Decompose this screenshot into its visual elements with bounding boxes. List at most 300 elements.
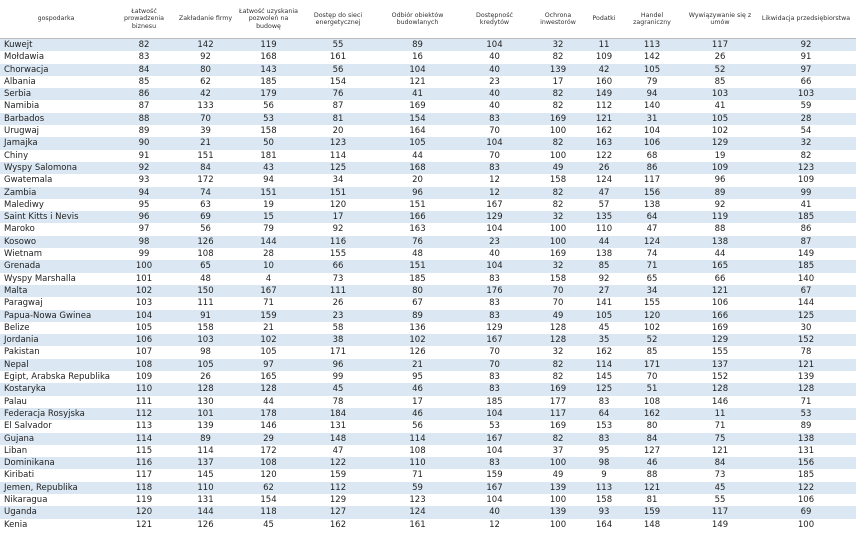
table-row bbox=[0, 383, 856, 395]
rank-cell: 92 bbox=[800, 40, 812, 50]
rank-cell: 73 bbox=[714, 470, 726, 481]
rank-cell: 78 bbox=[332, 396, 344, 407]
rank-cell: 171 bbox=[329, 347, 347, 358]
rank-cell: 106 bbox=[135, 335, 153, 346]
rank-cell: 71 bbox=[800, 396, 812, 407]
rank-cell: 86 bbox=[138, 89, 150, 100]
table-row bbox=[0, 39, 856, 52]
rank-cell: 139 bbox=[797, 372, 815, 383]
rank-cell: 113 bbox=[643, 40, 661, 50]
rank-cell: 159 bbox=[260, 310, 277, 321]
rank-cell: 26 bbox=[714, 52, 726, 63]
rank-cell: 161 bbox=[409, 519, 426, 530]
country-name-cell: Kuwejt bbox=[4, 40, 33, 50]
rank-cell: 12 bbox=[489, 519, 500, 530]
country-name-cell: Kenia bbox=[4, 519, 28, 530]
rank-cell: 112 bbox=[329, 482, 347, 493]
rank-cell: 91 bbox=[200, 310, 211, 321]
country-name-cell: Chorwacja bbox=[4, 64, 49, 75]
rank-cell: 108 bbox=[260, 458, 277, 469]
rank-cell: 185 bbox=[797, 261, 815, 272]
rank-cell: 93 bbox=[138, 175, 150, 186]
rank-cell: 40 bbox=[489, 507, 500, 518]
table-row bbox=[0, 482, 856, 494]
rank-cell: 21 bbox=[200, 138, 211, 149]
rank-cell: 17 bbox=[412, 396, 423, 407]
country-name-cell: Albania bbox=[4, 76, 36, 87]
rank-cell: 168 bbox=[409, 162, 426, 173]
rank-cell: 21 bbox=[263, 322, 274, 333]
rank-cell: 23 bbox=[489, 76, 500, 87]
rank-cell: 89 bbox=[200, 433, 211, 444]
rank-cell: 158 bbox=[595, 494, 613, 505]
rank-cell: 66 bbox=[332, 261, 344, 272]
rank-cell: 70 bbox=[552, 285, 564, 296]
rank-cell: 89 bbox=[412, 40, 423, 50]
rank-cell: 74 bbox=[200, 187, 211, 198]
rank-cell: 104 bbox=[643, 126, 661, 137]
rank-cell: 104 bbox=[486, 138, 503, 149]
rank-cell: 66 bbox=[800, 76, 812, 87]
rank-cell: 151 bbox=[329, 187, 347, 198]
rank-cell: 178 bbox=[260, 408, 277, 419]
column-header: Łatwość prowadzenia biznesu bbox=[112, 0, 176, 39]
rank-cell: 114 bbox=[135, 433, 153, 444]
country-name-cell: Wietnam bbox=[4, 249, 43, 260]
rank-cell: 139 bbox=[549, 64, 567, 75]
column-header: Likwidacja przedsiębiorstwa bbox=[756, 0, 856, 39]
rank-cell: 32 bbox=[552, 261, 564, 272]
rank-cell: 84 bbox=[714, 458, 726, 469]
rank-cell: 117 bbox=[549, 408, 567, 419]
rank-cell: 118 bbox=[260, 507, 277, 518]
rank-cell: 161 bbox=[329, 52, 347, 63]
rank-cell: 119 bbox=[135, 494, 153, 505]
rank-cell: 102 bbox=[135, 285, 153, 296]
rank-cell: 86 bbox=[800, 224, 812, 235]
rank-cell: 185 bbox=[260, 76, 277, 87]
rank-cell: 51 bbox=[646, 384, 658, 395]
rank-cell: 159 bbox=[486, 470, 503, 481]
table-row bbox=[0, 150, 856, 162]
rank-cell: 16 bbox=[412, 52, 423, 63]
rank-cell: 97 bbox=[138, 224, 150, 235]
rank-cell: 17 bbox=[552, 76, 564, 87]
column-header: Odbiór obiektów budowlanych bbox=[374, 0, 461, 39]
rank-cell: 97 bbox=[263, 359, 274, 370]
country-name-cell: Chiny bbox=[4, 150, 29, 161]
rank-cell: 89 bbox=[800, 421, 812, 432]
rank-cell: 130 bbox=[197, 396, 214, 407]
rank-cell: 26 bbox=[598, 162, 610, 173]
rank-cell: 145 bbox=[595, 372, 613, 383]
rank-cell: 83 bbox=[489, 310, 500, 321]
rank-cell: 166 bbox=[711, 310, 729, 321]
rank-cell: 40 bbox=[489, 249, 500, 260]
rank-cell: 80 bbox=[412, 285, 423, 296]
rank-cell: 185 bbox=[797, 212, 815, 223]
rank-cell: 83 bbox=[598, 396, 610, 407]
rank-cell: 110 bbox=[595, 224, 613, 235]
rank-cell: 90 bbox=[138, 138, 150, 149]
rank-cell: 158 bbox=[260, 126, 277, 137]
rank-cell: 82 bbox=[552, 359, 564, 370]
table-row bbox=[0, 519, 856, 531]
rank-cell: 100 bbox=[549, 458, 567, 469]
rank-cell: 104 bbox=[486, 494, 503, 505]
rank-cell: 83 bbox=[489, 372, 500, 383]
rank-cell: 92 bbox=[138, 162, 150, 173]
rank-cell: 102 bbox=[409, 335, 426, 346]
country-name-cell: Wyspy Salomona bbox=[4, 162, 78, 173]
rank-cell: 126 bbox=[409, 347, 426, 358]
rank-cell: 63 bbox=[200, 199, 211, 210]
rank-cell: 10 bbox=[263, 261, 274, 272]
rank-cell: 96 bbox=[714, 175, 726, 186]
rank-cell: 121 bbox=[135, 519, 153, 530]
rank-cell: 31 bbox=[646, 113, 658, 124]
rank-cell: 116 bbox=[329, 236, 347, 247]
rank-cell: 100 bbox=[549, 150, 567, 161]
rank-cell: 162 bbox=[643, 408, 661, 419]
rank-cell: 88 bbox=[714, 224, 726, 235]
table-row bbox=[0, 137, 856, 149]
rank-cell: 114 bbox=[197, 445, 214, 456]
rank-cell: 45 bbox=[714, 482, 726, 493]
rank-cell: 78 bbox=[800, 347, 812, 358]
rank-cell: 128 bbox=[797, 384, 815, 395]
rank-cell: 53 bbox=[489, 421, 500, 432]
rank-cell: 181 bbox=[260, 150, 277, 161]
rank-cell: 84 bbox=[646, 433, 658, 444]
rank-cell: 101 bbox=[197, 408, 214, 419]
rank-cell: 149 bbox=[595, 89, 613, 100]
rank-cell: 150 bbox=[197, 285, 214, 296]
rank-cell: 56 bbox=[412, 421, 423, 432]
rank-cell: 83 bbox=[489, 162, 500, 173]
rank-cell: 165 bbox=[260, 372, 277, 383]
rank-cell: 55 bbox=[332, 40, 344, 50]
rank-cell: 166 bbox=[409, 212, 426, 223]
rank-cell: 80 bbox=[646, 421, 658, 432]
rank-cell: 70 bbox=[646, 372, 658, 383]
column-header: Ochrona inwestorów bbox=[528, 0, 588, 39]
rank-cell: 82 bbox=[552, 433, 564, 444]
rank-cell: 83 bbox=[489, 458, 500, 469]
rank-cell: 117 bbox=[135, 470, 153, 481]
country-name-cell: Uganda bbox=[4, 507, 37, 518]
rank-cell: 102 bbox=[643, 322, 661, 333]
rank-cell: 79 bbox=[646, 76, 658, 87]
rank-cell: 75 bbox=[714, 433, 726, 444]
rank-cell: 155 bbox=[711, 347, 729, 358]
rank-cell: 82 bbox=[552, 187, 564, 198]
table-row bbox=[0, 408, 856, 420]
rank-cell: 4 bbox=[265, 273, 272, 284]
rank-cell: 98 bbox=[138, 236, 150, 247]
rank-cell: 83 bbox=[489, 273, 500, 284]
rank-cell: 42 bbox=[200, 89, 211, 100]
table-row bbox=[0, 506, 856, 518]
rank-cell: 85 bbox=[646, 347, 658, 358]
rank-cell: 108 bbox=[409, 445, 426, 456]
rank-cell: 100 bbox=[135, 261, 153, 272]
rank-cell: 27 bbox=[598, 285, 610, 296]
rank-cell: 32 bbox=[800, 138, 812, 149]
country-name-cell: Malta bbox=[4, 285, 28, 296]
table-row bbox=[0, 457, 856, 469]
rank-cell: 169 bbox=[549, 113, 567, 124]
rank-cell: 120 bbox=[643, 310, 661, 321]
rank-cell: 94 bbox=[138, 187, 150, 198]
country-name-cell: Namibia bbox=[4, 101, 40, 112]
rank-cell: 106 bbox=[643, 138, 661, 149]
rank-cell: 70 bbox=[489, 150, 500, 161]
rank-cell: 129 bbox=[486, 322, 503, 333]
rank-cell: 84 bbox=[138, 64, 150, 75]
rank-cell: 64 bbox=[598, 408, 610, 419]
table-row bbox=[0, 322, 856, 334]
rank-cell: 158 bbox=[549, 175, 567, 186]
rank-cell: 108 bbox=[197, 249, 214, 260]
rank-cell: 82 bbox=[138, 40, 150, 50]
rank-cell: 47 bbox=[332, 445, 344, 456]
rank-cell: 179 bbox=[260, 89, 277, 100]
rank-cell: 167 bbox=[486, 482, 503, 493]
rank-cell: 83 bbox=[598, 433, 610, 444]
table-row bbox=[0, 346, 856, 358]
country-name-cell: Jordania bbox=[4, 335, 39, 346]
rank-cell: 123 bbox=[797, 162, 815, 173]
table-row bbox=[0, 273, 856, 285]
rank-cell: 105 bbox=[260, 347, 277, 358]
rank-cell: 106 bbox=[711, 298, 729, 309]
table-row bbox=[0, 64, 856, 76]
rank-cell: 117 bbox=[711, 507, 729, 518]
table-row bbox=[0, 76, 856, 88]
table-row bbox=[0, 223, 856, 235]
rank-cell: 11 bbox=[598, 40, 610, 50]
rank-cell: 32 bbox=[552, 347, 564, 358]
rank-cell: 162 bbox=[329, 519, 347, 530]
rank-cell: 26 bbox=[200, 372, 211, 383]
rank-cell: 140 bbox=[643, 101, 661, 112]
rank-cell: 154 bbox=[409, 113, 426, 124]
rank-cell: 34 bbox=[332, 175, 344, 186]
rank-cell: 85 bbox=[138, 76, 150, 87]
rank-cell: 104 bbox=[135, 310, 153, 321]
header-row bbox=[0, 0, 856, 39]
rank-cell: 84 bbox=[200, 162, 211, 173]
rank-cell: 109 bbox=[135, 372, 153, 383]
rank-cell: 65 bbox=[646, 273, 658, 284]
table-row bbox=[0, 162, 856, 174]
rank-cell: 113 bbox=[135, 421, 153, 432]
rank-cell: 109 bbox=[797, 175, 815, 186]
rank-cell: 45 bbox=[332, 384, 344, 395]
rank-cell: 111 bbox=[135, 396, 153, 407]
rank-cell: 99 bbox=[800, 187, 812, 198]
rank-cell: 149 bbox=[711, 519, 729, 530]
rank-cell: 65 bbox=[200, 261, 211, 272]
table-row bbox=[0, 433, 856, 445]
rank-cell: 87 bbox=[332, 101, 344, 112]
rank-cell: 119 bbox=[711, 212, 729, 223]
rank-cell: 103 bbox=[135, 298, 153, 309]
rank-cell: 98 bbox=[598, 458, 610, 469]
rank-cell: 83 bbox=[489, 298, 500, 309]
rank-cell: 54 bbox=[800, 126, 812, 137]
table-row bbox=[0, 211, 856, 223]
country-name-cell: Palau bbox=[4, 396, 27, 407]
rank-cell: 124 bbox=[643, 236, 661, 247]
table-row bbox=[0, 469, 856, 481]
rank-cell: 129 bbox=[486, 212, 503, 223]
column-header: Dostępność kredytów bbox=[461, 0, 528, 39]
rank-cell: 86 bbox=[646, 162, 658, 173]
country-name-cell: Liban bbox=[4, 445, 28, 456]
rank-cell: 9 bbox=[601, 470, 607, 481]
rank-cell: 114 bbox=[595, 359, 613, 370]
rank-cell: 44 bbox=[598, 236, 610, 247]
rank-cell: 96 bbox=[138, 212, 150, 223]
rank-cell: 167 bbox=[260, 285, 277, 296]
rank-cell: 138 bbox=[643, 199, 661, 210]
rank-cell: 129 bbox=[711, 138, 729, 149]
rank-cell: 57 bbox=[598, 199, 610, 210]
table-row bbox=[0, 125, 856, 137]
rank-cell: 128 bbox=[711, 384, 729, 395]
country-name-cell: Pakistan bbox=[4, 347, 40, 358]
rank-cell: 82 bbox=[552, 199, 564, 210]
rank-cell: 104 bbox=[486, 224, 503, 235]
country-name-cell: Zambia bbox=[4, 187, 37, 198]
rank-cell: 94 bbox=[263, 175, 274, 186]
rank-cell: 76 bbox=[332, 89, 344, 100]
rank-cell: 89 bbox=[714, 187, 726, 198]
rank-cell: 67 bbox=[412, 298, 423, 309]
rank-cell: 169 bbox=[409, 101, 426, 112]
rank-cell: 91 bbox=[800, 52, 812, 63]
rank-cell: 40 bbox=[489, 101, 500, 112]
rank-cell: 131 bbox=[197, 494, 214, 505]
country-name-cell: Serbia bbox=[4, 89, 32, 100]
rank-cell: 167 bbox=[486, 199, 503, 210]
rank-cell: 123 bbox=[409, 494, 426, 505]
rank-cell: 41 bbox=[412, 89, 423, 100]
rank-cell: 64 bbox=[646, 212, 658, 223]
rank-cell: 108 bbox=[643, 396, 661, 407]
rank-cell: 121 bbox=[595, 113, 613, 124]
rank-cell: 125 bbox=[595, 384, 613, 395]
rank-cell: 145 bbox=[197, 470, 214, 481]
rank-cell: 87 bbox=[800, 236, 812, 247]
rank-cell: 110 bbox=[135, 384, 153, 395]
rank-cell: 153 bbox=[595, 421, 613, 432]
country-name-cell: Barbados bbox=[4, 113, 45, 124]
rank-cell: 82 bbox=[552, 138, 564, 149]
rank-cell: 184 bbox=[329, 408, 347, 419]
rank-cell: 131 bbox=[329, 421, 347, 432]
table-row bbox=[0, 310, 856, 322]
rank-cell: 139 bbox=[197, 421, 214, 432]
rank-cell: 100 bbox=[549, 519, 567, 530]
rank-cell: 104 bbox=[486, 261, 503, 272]
rank-cell: 40 bbox=[489, 64, 500, 75]
rank-cell: 50 bbox=[263, 138, 274, 149]
rank-cell: 128 bbox=[549, 335, 567, 346]
rank-cell: 59 bbox=[800, 101, 812, 112]
rank-cell: 79 bbox=[263, 224, 274, 235]
rank-cell: 76 bbox=[412, 236, 423, 247]
table-row bbox=[0, 88, 856, 100]
country-name-cell: Gwatemala bbox=[4, 175, 53, 186]
rank-cell: 100 bbox=[549, 494, 567, 505]
rank-cell: 95 bbox=[138, 199, 150, 210]
rank-cell: 103 bbox=[797, 89, 815, 100]
rank-cell: 131 bbox=[797, 445, 815, 456]
rank-cell: 23 bbox=[489, 236, 500, 247]
rank-cell: 56 bbox=[200, 224, 211, 235]
rank-cell: 133 bbox=[197, 101, 214, 112]
rank-cell: 106 bbox=[797, 494, 815, 505]
rank-cell: 47 bbox=[646, 224, 658, 235]
country-name-cell: Malediwy bbox=[4, 199, 44, 210]
rank-cell: 151 bbox=[260, 187, 277, 198]
rank-cell: 53 bbox=[263, 113, 274, 124]
rank-cell: 48 bbox=[412, 249, 423, 260]
rank-cell: 164 bbox=[595, 519, 613, 530]
table-row bbox=[0, 445, 856, 457]
rank-cell: 100 bbox=[549, 236, 567, 247]
column-header: gospodarka bbox=[0, 0, 112, 39]
rank-cell: 140 bbox=[797, 273, 815, 284]
rank-cell: 85 bbox=[714, 76, 726, 87]
rank-cell: 52 bbox=[714, 64, 726, 75]
table-row bbox=[0, 371, 856, 383]
rank-cell: 104 bbox=[486, 408, 503, 419]
table-row bbox=[0, 248, 856, 260]
rank-cell: 94 bbox=[646, 89, 658, 100]
column-header: Zakładanie firmy bbox=[176, 0, 235, 39]
rank-cell: 110 bbox=[197, 482, 214, 493]
rank-cell: 82 bbox=[552, 101, 564, 112]
rank-cell: 138 bbox=[595, 249, 613, 260]
country-name-cell: Mołdawia bbox=[4, 52, 45, 63]
rank-cell: 162 bbox=[595, 347, 613, 358]
rank-cell: 104 bbox=[486, 445, 503, 456]
rank-cell: 168 bbox=[260, 52, 277, 63]
rank-cell: 129 bbox=[329, 494, 347, 505]
rank-cell: 128 bbox=[549, 322, 567, 333]
rank-cell: 12 bbox=[489, 187, 500, 198]
rank-cell: 85 bbox=[598, 261, 610, 272]
country-name-cell: Maroko bbox=[4, 224, 35, 235]
rank-cell: 56 bbox=[332, 64, 344, 75]
rank-cell: 26 bbox=[332, 298, 344, 309]
rank-cell: 142 bbox=[197, 40, 214, 50]
rank-cell: 83 bbox=[138, 52, 150, 63]
rank-cell: 171 bbox=[643, 359, 661, 370]
rank-cell: 138 bbox=[797, 433, 815, 444]
rank-cell: 163 bbox=[595, 138, 613, 149]
country-name-cell: Urugwaj bbox=[4, 126, 40, 137]
rank-cell: 155 bbox=[643, 298, 661, 309]
rank-cell: 113 bbox=[595, 482, 613, 493]
rank-cell: 41 bbox=[714, 101, 726, 112]
rank-cell: 160 bbox=[595, 76, 613, 87]
country-name-cell: Dominikana bbox=[4, 458, 55, 469]
